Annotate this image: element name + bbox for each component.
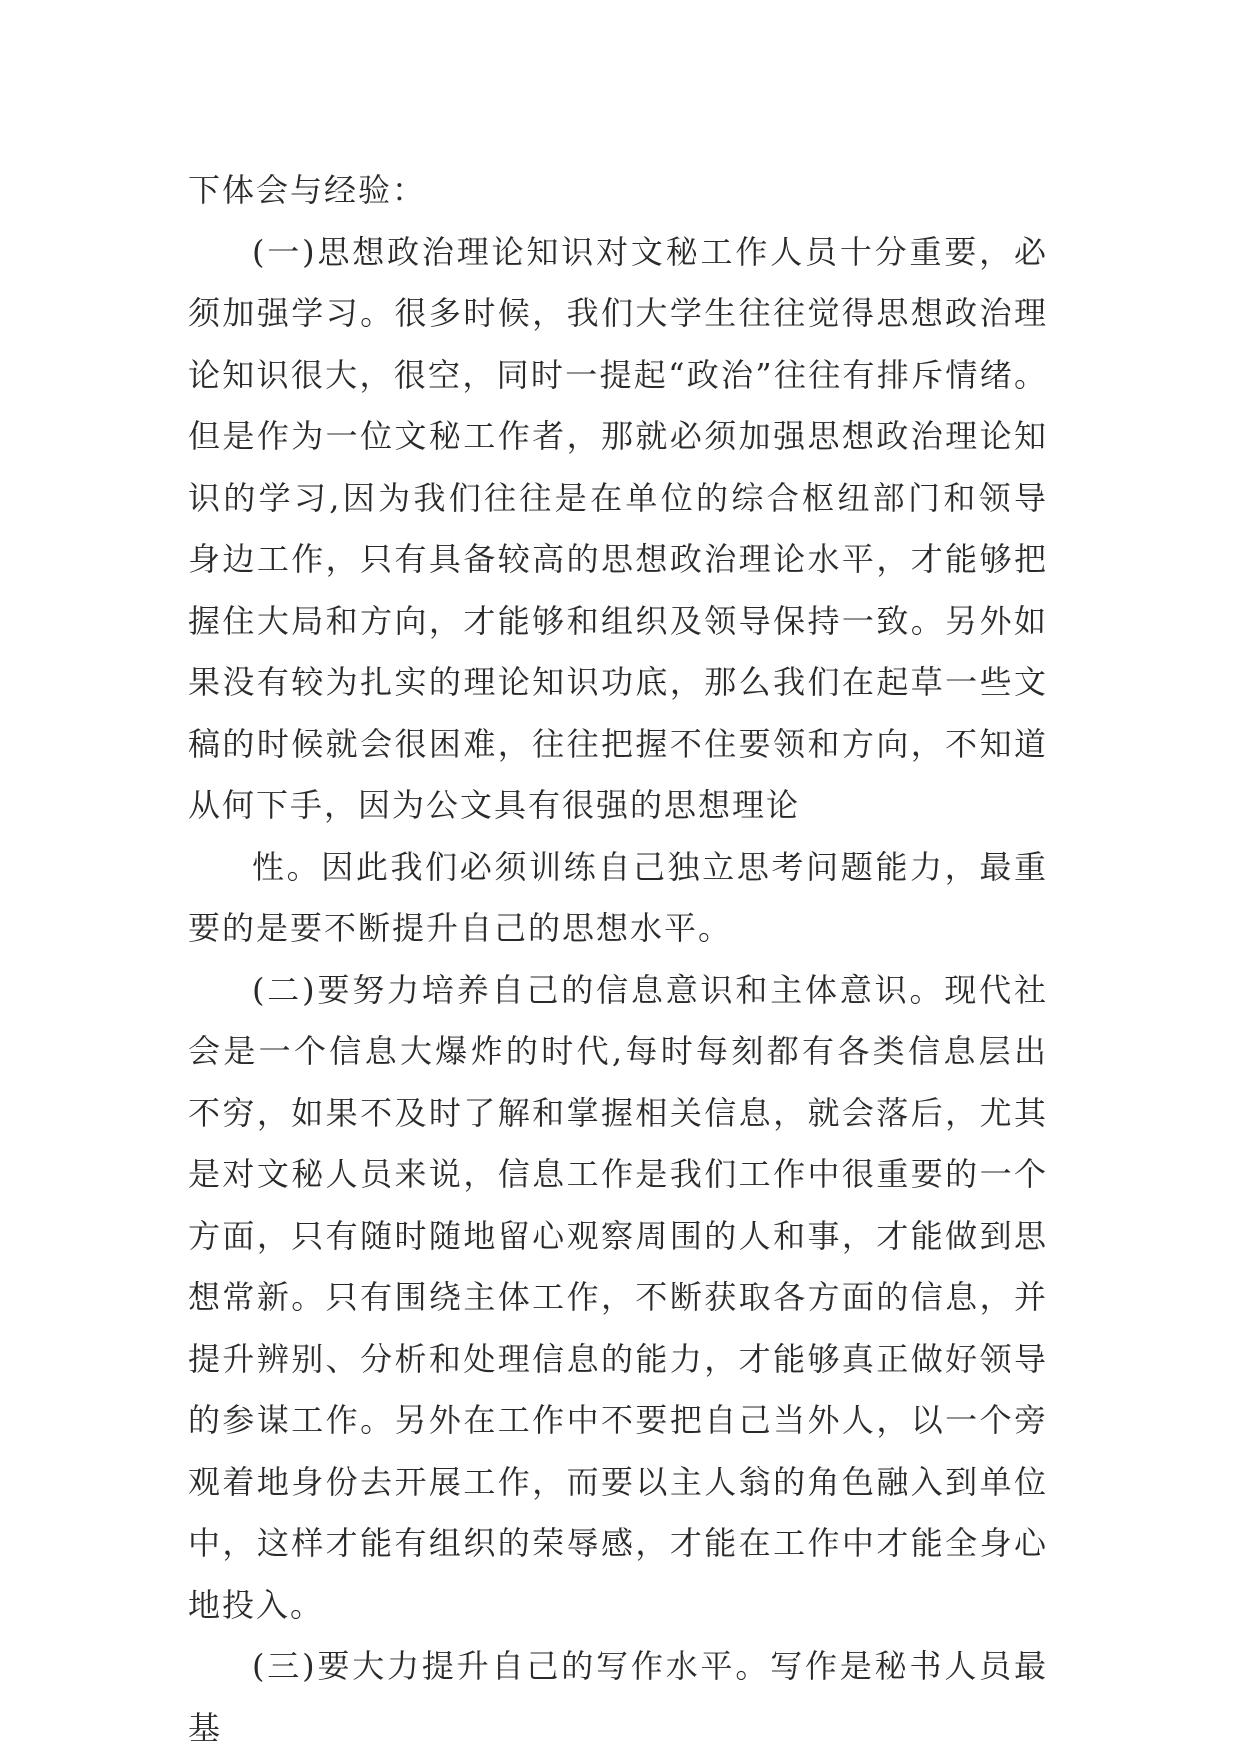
paragraph-intro: 下体会与经验： xyxy=(188,171,427,209)
paragraph-section-1-continued: 性。因此我们必须训练自己独立思考问题能力，最重要的是要不断提升自己的思想水平。 xyxy=(188,847,1048,947)
document-body xyxy=(188,160,1048,1759)
paragraph-section-3: (三)要大力提升自己的写作水平。写作是秘书人员最基 xyxy=(188,1647,1048,1747)
paragraph-section-1: (一)思想政治理论知识对文秘工作人员十分重要，必须加强学习。很多时候，我们大学生往往觉得思想政治理论知识很大，很空，同时一提起“政治”往往有排斥情绪。但是作为一位文秘工作者，那就必须加强思想政治理论知识的学习,因为我们往往是在单位的综合枢纽部门和领导身边工作，只有具备较高的思想政治理论水平，才能够把握住大局和方向，才能够和组织及领导保持一致。另外如果没有较为扎实的理论知识功底，那么我们在起草一些文稿的时候就会很困难，往往把握不住要领和方向，不知道从何下手，因为公文具有很强的思想理论 xyxy=(188,232,1048,824)
paragraph-section-2: (二)要努力培养自己的信息意识和主体意识。现代社会是一个信息大爆炸的时代,每时每刻都有各类信息层出不穷，如果不及时了解和掌握相关信息，就会落后，尤其是对文秘人员来说，信息工作是我们工作中很重要的一个方面，只有随时随地留心观察周围的人和事，才能做到思想常新。只有围绕主体工作，不断获取各方面的信息，并提升辨别、分析和处理信息的能力，才能够真正做好领导的参谋工作。另外在工作中不要把自己当外人，以一个旁观着地身份去开展工作，而要以主人翁的角色融入到单位中，这样才能有组织的荣辱感，才能在工作中才能全身心地投入。 xyxy=(188,970,1048,1624)
